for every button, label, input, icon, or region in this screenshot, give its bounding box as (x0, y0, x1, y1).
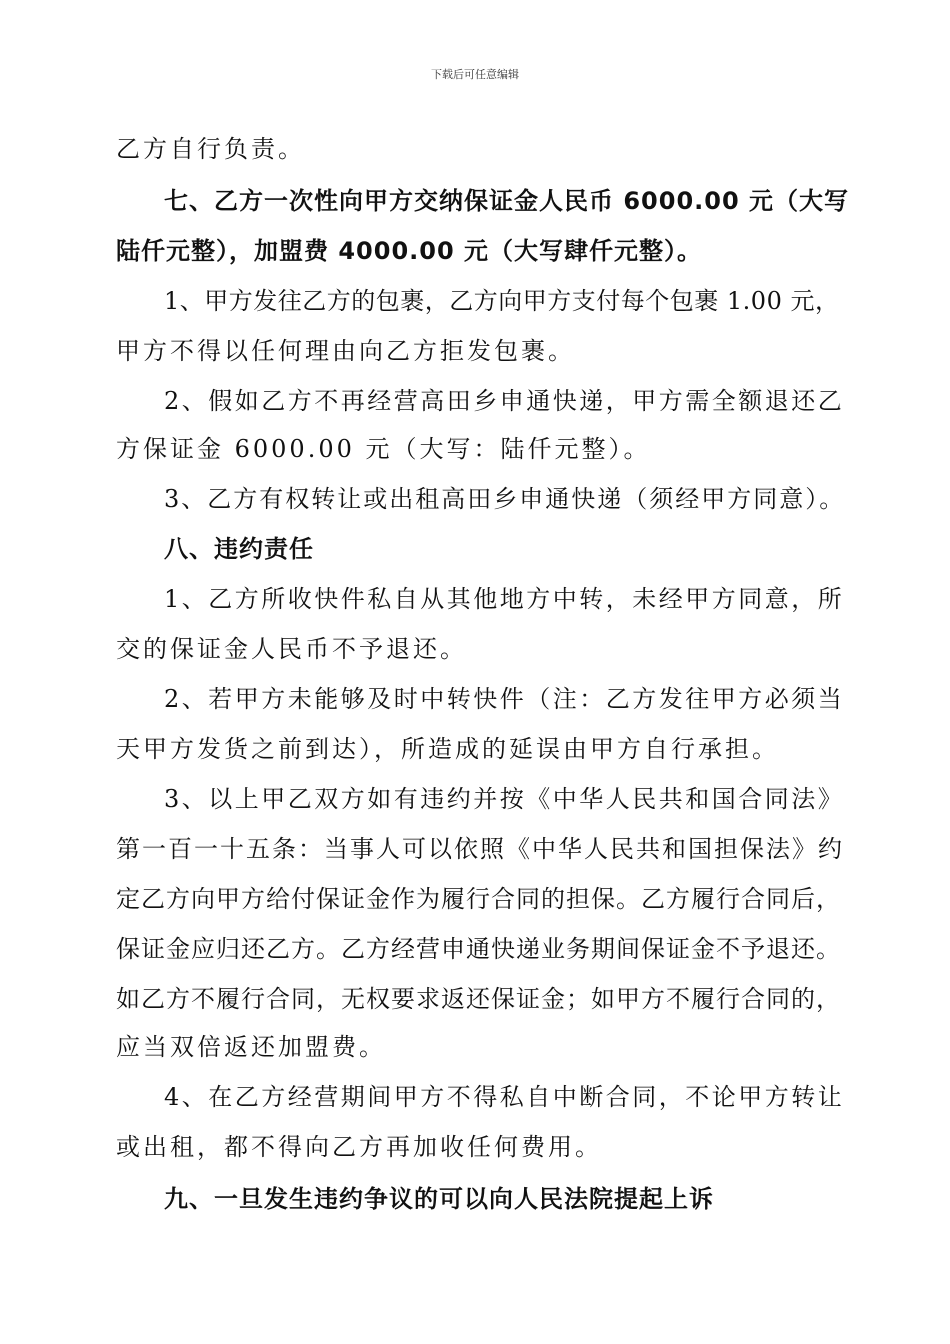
paragraph-line: 1、甲方发往乙方的包裹，乙方向甲方支付每个包裹 1.00 元， (164, 287, 840, 315)
paragraph-line: 乙方自行负责。 (116, 135, 305, 163)
paragraph-line: 定乙方向甲方给付保证金作为履行合同的担保。乙方履行合同后， (116, 885, 841, 913)
section-heading-7: 七、乙方一次性向甲方交纳保证金人民币 6000.00 元（大写 (164, 187, 850, 215)
section-heading-9: 九、一旦发生违约争议的可以向人民法院提起上诉 (164, 1185, 714, 1213)
paragraph-line: 应当双倍返还加盟费。 (116, 1033, 386, 1061)
paragraph-line: 如乙方不履行合同，无权要求返还保证金；如甲方不履行合同的， (116, 985, 841, 1013)
paragraph-line: 3、乙方有权转让或出租高田乡申通快递（须经甲方同意）。 (164, 485, 846, 513)
paragraph-line: 天甲方发货之前到达），所造成的延误由甲方自行承担。 (116, 735, 779, 763)
paragraph-line: 保证金应归还乙方。乙方经营申通快递业务期间保证金不予退还。 (116, 935, 841, 963)
page-header: 下载后可任意编辑 (431, 68, 519, 81)
paragraph-line: 4、在乙方经营期间甲方不得私自中断合同，不论甲方转让 (164, 1083, 845, 1111)
paragraph-line: 2、若甲方未能够及时中转快件（注：乙方发往甲方必须当 (164, 685, 845, 713)
paragraph-line: 甲方不得以任何理由向乙方拒发包裹。 (116, 337, 575, 365)
paragraph-line: 3、以上甲乙双方如有违约并按《中华人民共和国合同法》 (164, 785, 845, 813)
section-heading-7-cont: 陆仟元整），加盟费 4000.00 元（大写肆仟元整）。 (116, 237, 703, 265)
paragraph-line: 方保证金 6000.00 元（大写：陆仟元整）。 (116, 435, 651, 463)
paragraph-line: 或出租，都不得向乙方再加收任何费用。 (116, 1133, 602, 1161)
paragraph-line: 1、乙方所收快件私自从其他地方中转，未经甲方同意，所 (164, 585, 845, 613)
paragraph-line: 第一百一十五条：当事人可以依照《中华人民共和国担保法》约 (116, 835, 844, 863)
section-heading-8: 八、违约责任 (164, 535, 314, 563)
paragraph-line: 交的保证金人民币不予退还。 (116, 635, 467, 663)
paragraph-line: 2、假如乙方不再经营高田乡申通快递，甲方需全额退还乙 (164, 387, 845, 415)
